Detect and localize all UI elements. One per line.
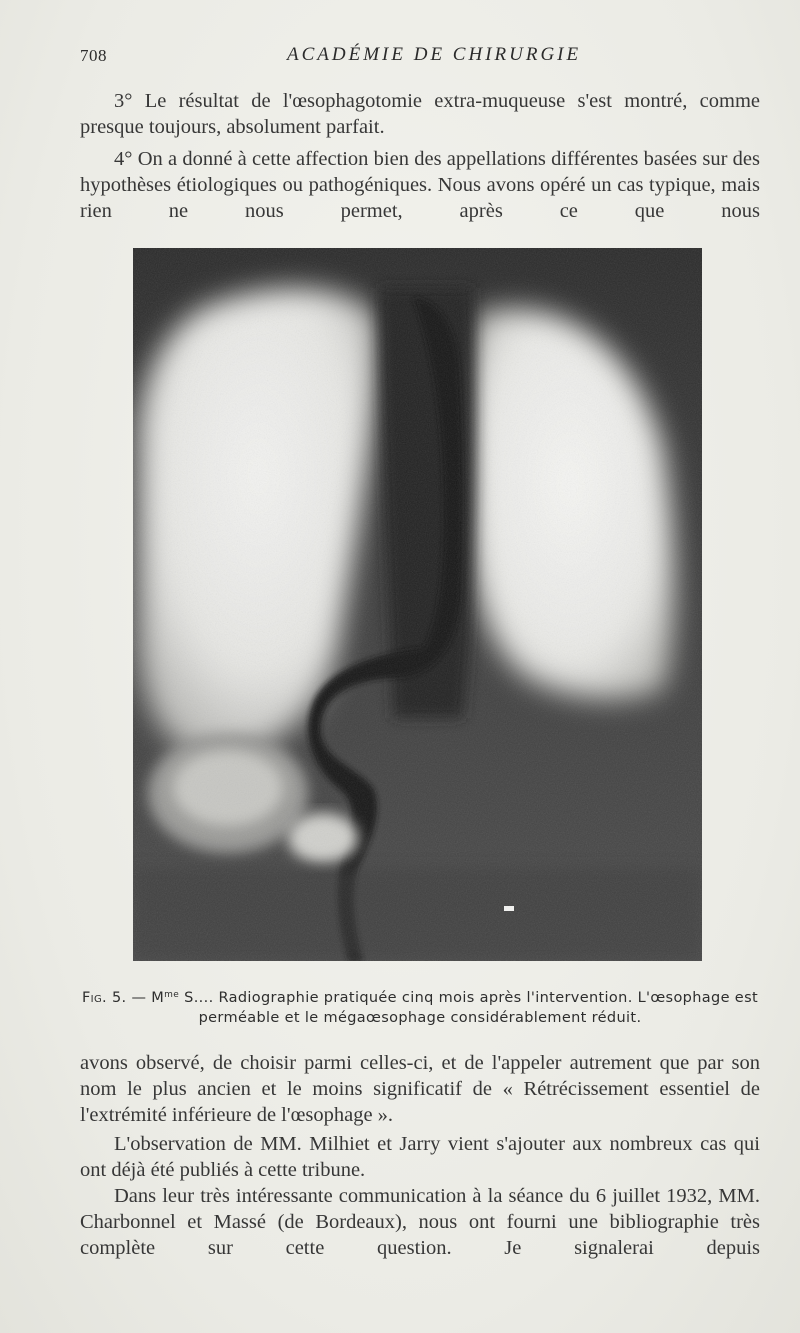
paragraph-appellations: 4° On a donné à cette affection bien des appellations différentes basées sur des hypothèses étiologiques ou pathogéniques. Nous avons opéré un cas typique, mais rien ne nous permet, après ce que nous [80, 148, 760, 223]
radiograph-image [133, 248, 702, 961]
running-head: ACADÉMIE DE CHIRURGIE [287, 44, 582, 65]
page-number: 708 [80, 46, 107, 65]
caption-dash: — [126, 990, 152, 1006]
patient-prefix: M [151, 990, 165, 1006]
radiograph-figure [133, 248, 702, 961]
figure-label: Fig. 5. [81, 990, 127, 1006]
paragraph-milhiet-jarry: L'observation de MM. Milhiet et Jarry vient s'ajouter aux nombreux cas qui ont déjà été publiés à cette tribune. [80, 1133, 760, 1182]
caption-text: Radiographie pratiquée cinq mois après l'intervention. L'œsophage est perméable et le mégaœsophage considérablement réduit. [198, 990, 759, 1026]
paragraph-result: 3° Le résultat de l'œsophagotomie extra-muqueuse s'est montré, comme presque toujours, absolument parfait. [80, 90, 760, 139]
figure-caption [80, 986, 760, 1028]
page-header [80, 44, 760, 74]
paragraph-charbonnel-masse: Dans leur très intéressante communication à la séance du 6 juillet 1932, MM. Charbonnel et Massé (de Bordeaux), nous ont fourni une bibliographie très complète sur cette question. Je signalerai depuis [80, 1185, 760, 1260]
paragraph-observation: avons observé, de choisir parmi celles-ci, et de l'appeler autrement que par son nom le plus ancien et le moins significatif de « Rétrécissement essentiel de l'extrémité inférieure de l'œsophage ». [80, 1052, 760, 1127]
patient-suffix: S.... [179, 990, 214, 1006]
patient-sup: me [164, 990, 180, 1000]
film-marker [504, 906, 514, 911]
